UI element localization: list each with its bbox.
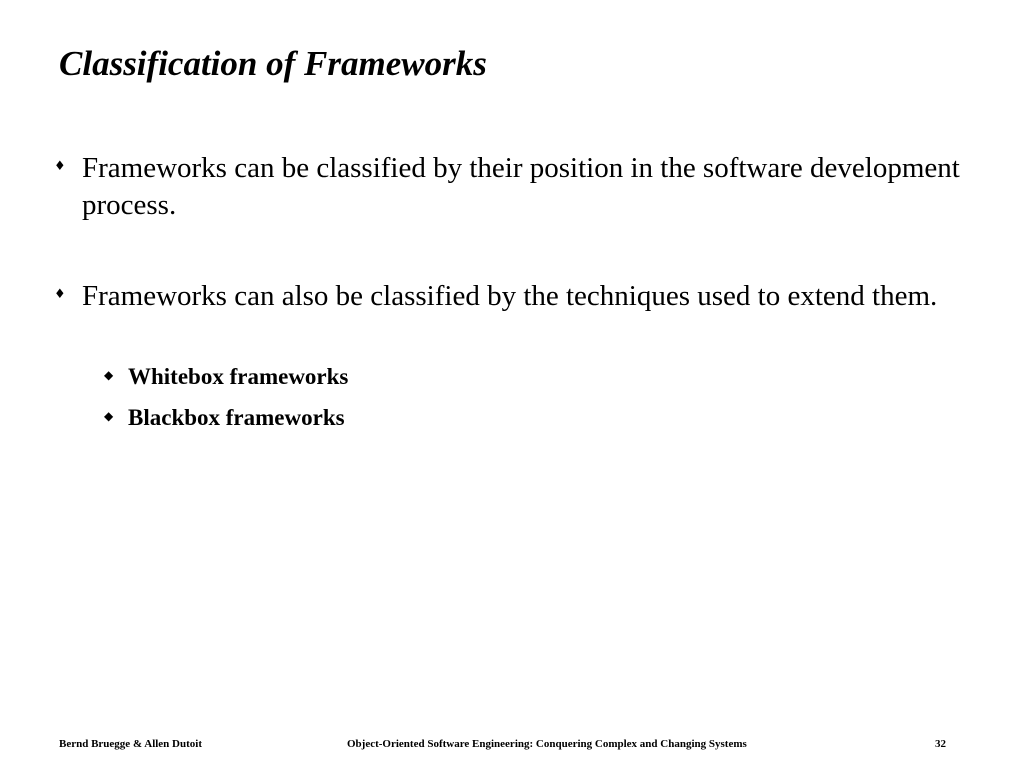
page-number: 32 [935, 738, 946, 750]
sub-bullet-text: Blackbox frameworks [128, 405, 345, 430]
diamond-sub-bullet-icon: ◆ [104, 409, 114, 423]
sub-bullet-text: Whitebox frameworks [128, 364, 349, 389]
footer-book-title: Object-Oriented Software Engineering: Conquering Complex and Changing Systems [347, 738, 747, 750]
bullet-text: Frameworks can also be classified by the techniques used to extend them. [82, 280, 938, 312]
slide-footer [0, 736, 1024, 752]
slide-title: Classification of Frameworks [59, 44, 487, 83]
bullet-text: Frameworks can be classified by their position in the software development process. [82, 152, 960, 221]
diamond-bullet-icon: ♦ [54, 159, 66, 174]
diamond-sub-bullet-icon: ◆ [104, 368, 114, 382]
diamond-bullet-icon: ♦ [54, 287, 66, 302]
footer-authors: Bernd Bruegge & Allen Dutoit [59, 738, 202, 750]
